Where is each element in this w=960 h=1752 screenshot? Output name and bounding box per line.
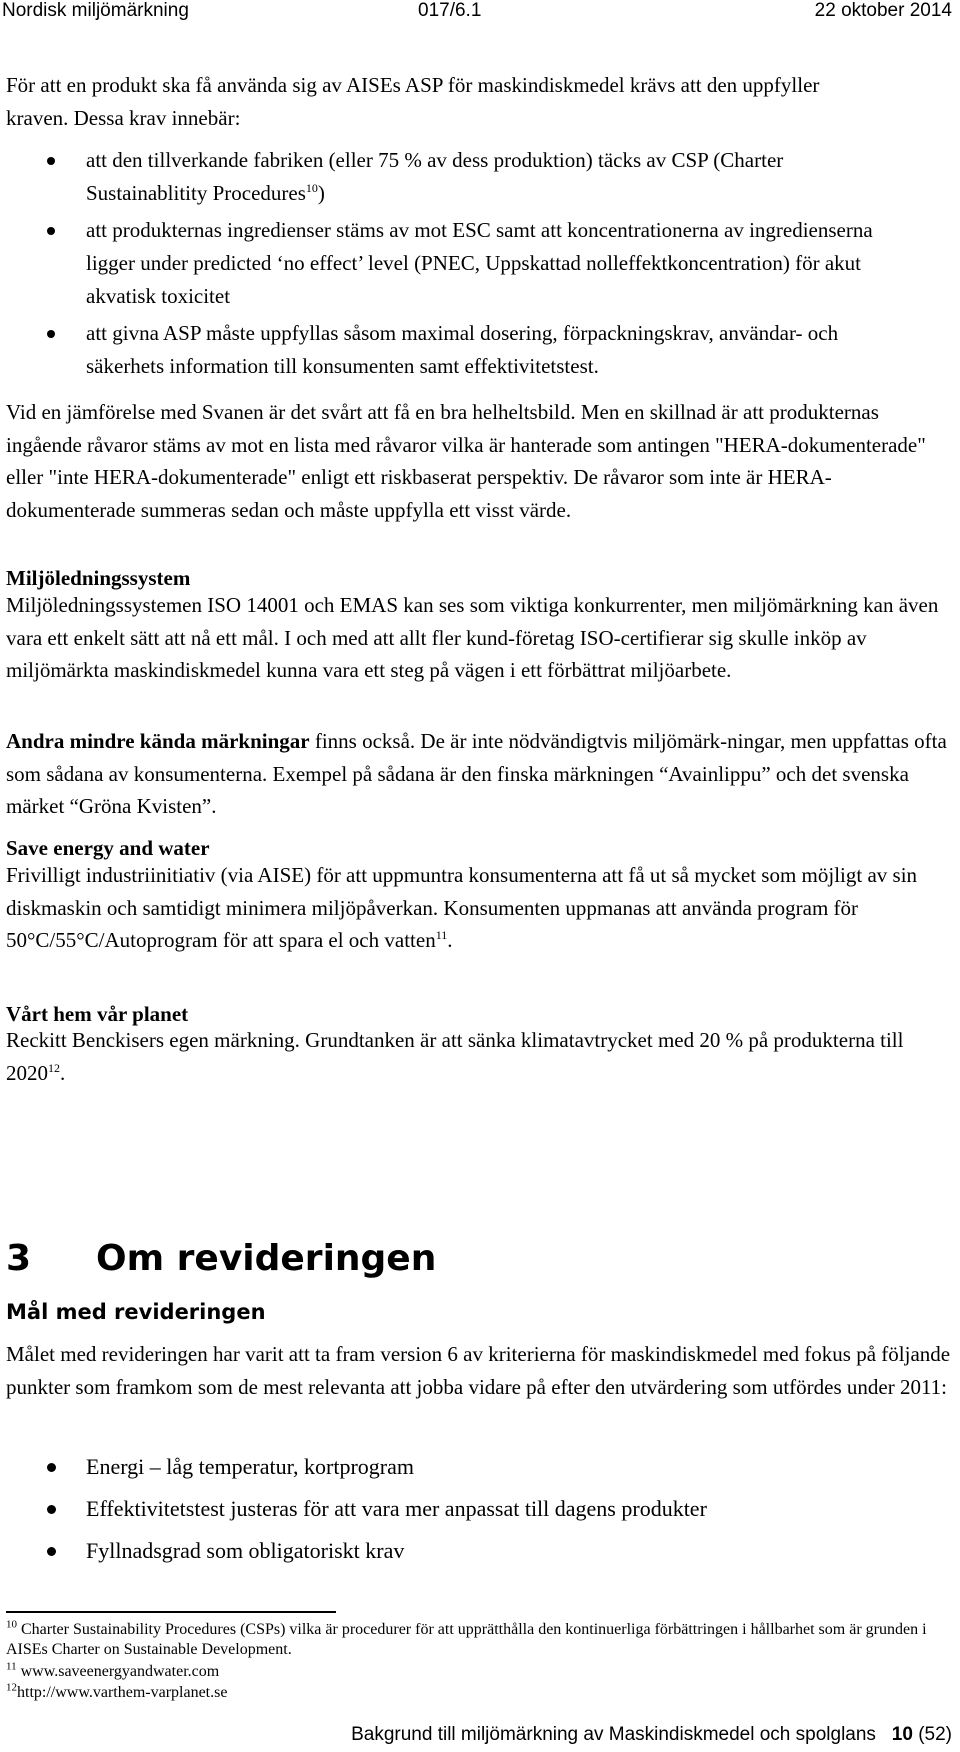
chapter-title: Om revideringen (96, 1238, 437, 1279)
footnote (6, 1662, 946, 1682)
list-item-text: att givna ASP måste uppfyllas såsom maximal dosering, förpackningskrav, användar- och säkerhets information till konsumenten samt effektivitetstest. (86, 321, 839, 378)
page-number: 10 (891, 1724, 913, 1745)
chapter-number: 3 (6, 1238, 32, 1279)
andra-markningar-text: finns också. De är inte nödvändigtvis miljömärk-ningar, men uppfattas ofta som sådana av konsumenterna. Exempel på sådana är den finska märkningen “Avainlippu” och det svenska märket “Gröna Kvisten”. (6, 729, 947, 818)
mal-paragraph: Målet med revideringen har varit att ta fram version 6 av kriterierna för maskindiskmedel med fokus på följande punkter som framkom som de mest relevanta att jobba vidare på efter den utvärdering som utfördes under 2011: (6, 1342, 951, 1399)
list-item (0, 1532, 950, 1569)
header-organization: Nordisk miljömärkning (2, 0, 189, 21)
intro-paragraph: För att en produkt ska få använda sig av AISEs ASP för maskindiskmedel krävs att den uppfyller kraven. Dessa krav innebär: (6, 73, 820, 130)
list-item (0, 1490, 950, 1527)
vart-hem-paragraph (6, 1024, 956, 1089)
vart-hem-text-end: . (60, 1060, 66, 1085)
list-item (0, 214, 880, 313)
page-total: (52) (918, 1724, 952, 1745)
footnote-divider (6, 1611, 336, 1613)
footnote-number: 12 (6, 1681, 17, 1694)
bullet-icon (47, 1463, 56, 1472)
list-item-text: Energi – låg temperatur, kortprogram (86, 1454, 414, 1479)
bullet-icon (47, 330, 55, 338)
bullet-icon (47, 227, 55, 235)
section-heading-miljoledningssystem: Miljöledningssystem (6, 566, 191, 590)
subsection-heading-mal: Mål med revideringen (6, 1300, 266, 1324)
header-date: 22 oktober 2014 (814, 0, 952, 21)
andra-markningar-paragraph (6, 725, 956, 823)
asp-requirements-list (0, 144, 880, 383)
page-header (0, 0, 952, 24)
footnote-link[interactable]: http://www.varthem-varplanet.se (17, 1684, 228, 1701)
revision-focus-list (0, 1448, 950, 1569)
section-heading-save-energy: Save energy and water (6, 836, 210, 860)
footnote (6, 1683, 946, 1703)
footnote-number: 10 (6, 1618, 17, 1631)
section-heading-vart-hem: Vårt hem vår planet (6, 1002, 189, 1026)
list-item-text: att den tillverkande fabriken (eller 75 % av dess produktion) täcks av CSP (Charter Sustainablitity Procedures (86, 148, 784, 205)
footer-title: Bakgrund till miljömärkning av Maskindiskmedel och spolglans (351, 1724, 876, 1745)
andra-markningar-heading: Andra mindre kända märkningar (6, 729, 310, 753)
chapter-heading (6, 1238, 436, 1279)
footnote-link[interactable]: www.saveenergyandwater.com (16, 1663, 220, 1680)
svanen-paragraph: Vid en jämförelse med Svanen är det svårt att få en bra helheltsbild. Men en skillnad är att produkternas ingående råvaror stäms av mot en lista med råvaror vilka är hanterade som antingen "HERA-dokumenterade" eller "inte HERA-dokumenterade" enligt ett riskbaserat perspektiv. De råvaror som inte är HERA-dokumenterade summeras sedan och måste uppfylla ett visst värde. (6, 400, 926, 522)
footnote-text: Charter Sustainability Procedures (CSPs) vilka är procedurer för att upprätthålla den kontinuerliga förbättringen i hållbarhet som är grunden i AISEs Charter on Sustainable Development. (6, 1621, 927, 1658)
list-item (0, 1448, 950, 1485)
miljoledningssystem-paragraph: Miljöledningssystemen ISO 14001 och EMAS kan ses som viktiga konkurrenter, men miljömärkning kan även vara ett enkelt sätt att nå ett mål. I och med att allt fler kund-företag ISO-certifierar sig skulle inköp av miljömärkta maskindiskmedel kunna vara ett steg på vägen i ett förbättrat miljöarbete. (6, 593, 939, 682)
list-item (0, 144, 880, 210)
footnote-ref[interactable]: 11 (435, 928, 448, 942)
list-item-text: Effektivitetstest justeras för att vara mer anpassat till dagens produkter (86, 1496, 707, 1521)
header-doc-number: 017/6.1 (418, 0, 482, 21)
page-footer (351, 1724, 952, 1746)
list-item (0, 317, 880, 383)
save-energy-paragraph (6, 859, 956, 957)
list-item-text: att produkternas ingredienser stäms av mot ESC samt att koncentrationerna av ingredienserna ligger under predicted ‘no effect’ level (PNEC, Uppskattad nolleffektkoncentration) för akut akvatisk toxicitet (86, 218, 873, 308)
list-item-text: Fyllnadsgrad som obligatoriskt krav (86, 1538, 405, 1563)
list-item-text-end: ) (317, 181, 325, 205)
bullet-icon (47, 1505, 56, 1514)
footnote-number: 11 (6, 1660, 17, 1673)
save-energy-text: Frivilligt industriinitiativ (via AISE) för att uppmuntra konsumenterna att få ut så mycket som möjligt av sin diskmaskin och samtidigt minimera miljöpåverkan. Konsumenten uppmanas att använda program för 50°C/55°C/Autoprogram för att spara el och vatten (6, 863, 918, 952)
bullet-icon (47, 1547, 56, 1556)
vart-hem-text: Reckitt Benckisers egen märkning. Grundtanken är att sänka klimatavtrycket med 20 % på produkterna till 2020 (6, 1028, 904, 1085)
footnote (6, 1620, 946, 1660)
bullet-icon (47, 157, 55, 165)
footnote-ref[interactable]: 10 (305, 181, 318, 195)
save-energy-text-end: . (447, 928, 453, 952)
footnote-ref[interactable]: 12 (48, 1060, 60, 1075)
